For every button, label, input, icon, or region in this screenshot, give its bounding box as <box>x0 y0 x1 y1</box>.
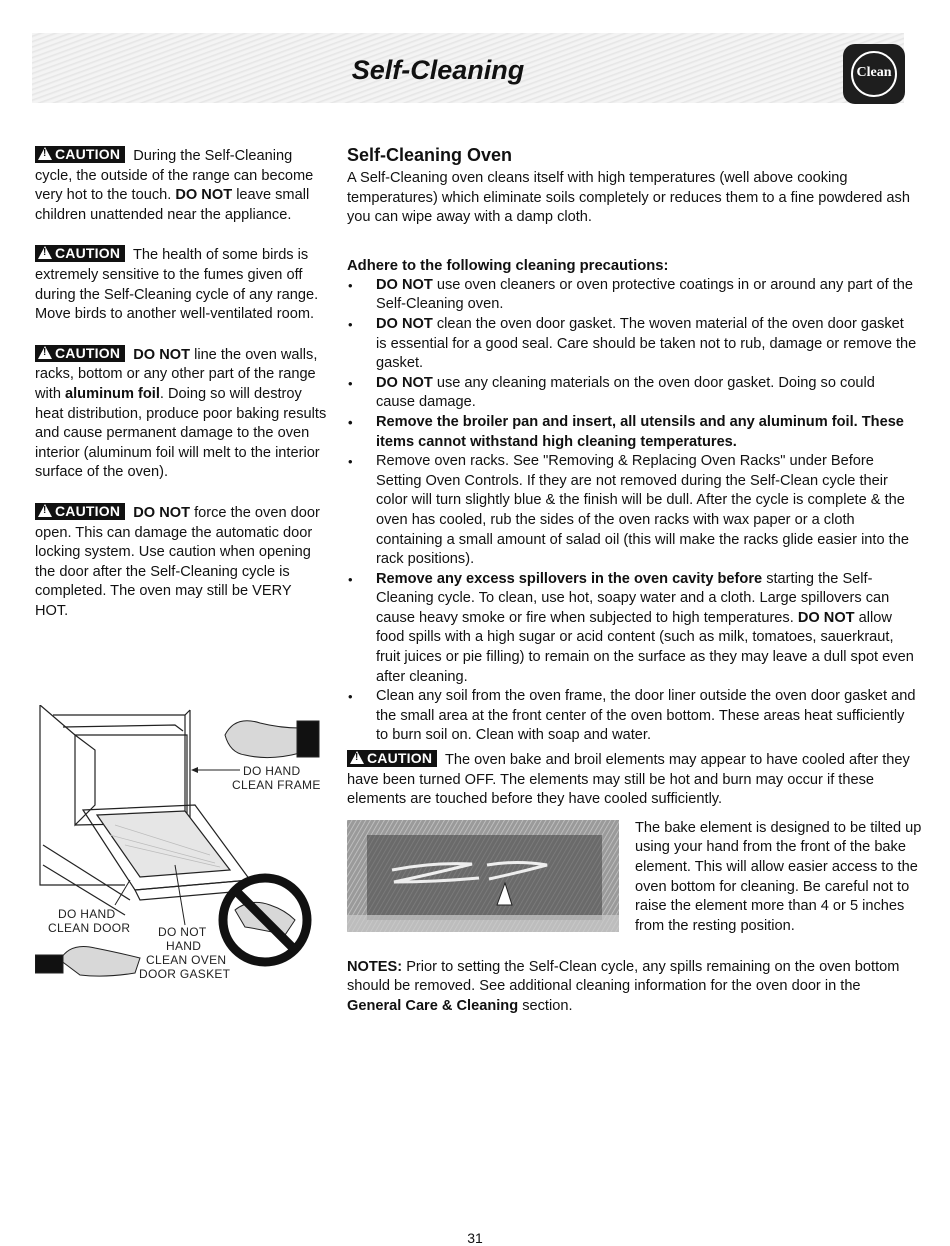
caution-emphasis: DO NOT <box>133 346 191 363</box>
caution-text: The health of some birds is extremely sensitive to the fumes given off during the Self-Cleaning cycle of any range. Move birds to another well-ventilated room. <box>35 247 319 323</box>
hand-icon <box>35 947 140 977</box>
illus-label-frame: DO HAND <box>243 764 301 778</box>
warning-icon: ! <box>38 246 52 259</box>
page-title: Self-Cleaning <box>351 55 525 85</box>
caution-aluminum-foil <box>35 345 328 483</box>
badge-label: Clean <box>856 65 892 80</box>
caution-hot-exterior <box>35 146 328 225</box>
illus-label-door: CLEAN DOOR <box>48 921 131 935</box>
illus-label-gasket: CLEAN OVEN <box>146 953 227 967</box>
caution-emphasis: DO NOT <box>133 504 191 521</box>
caution-label: ! CAUTION <box>35 245 125 262</box>
intro-paragraph: A Self-Cleaning oven cleans itself with high temperatures (well above cooking temperatures) which eliminate soils completely or reduces them to a fine powdered ash you can wipe away with a damp cloth. <box>347 170 910 226</box>
page-number: 31 <box>467 1230 483 1246</box>
caution-label: ! CAUTION <box>35 345 125 362</box>
caution-text: force the oven door open. This can damage the automatic door locking system. Use caution when opening the door after the Self-Cleaning cycle is completed. The oven may still be VERY HOT. <box>35 504 320 619</box>
list-item: • Remove oven racks. See "Removing & Replacing Oven Racks" under Before Setting Oven Controls. If they are not removed during the Self-Clean cycle their color will turn slightly blue & the finish will be dull. After the cycle is complete & the oven has cooled, rub the sides of the oven racks with wax paper or a cloth containing a small amount of salad oil (this will make the racks glide easier into the rack positions). <box>347 452 917 570</box>
caution-door-force <box>35 503 328 622</box>
section-title: Self-Cleaning Oven <box>347 145 513 165</box>
caution-emphasis: DO NOT <box>175 187 233 204</box>
oven-cleaning-illustration <box>35 705 330 990</box>
list-item: • DO NOT clean the oven door gasket. The woven material of the oven door gasket is essential for a good seal. Care should be taken not to rub, damage or remove the gasket. <box>347 315 917 374</box>
bake-element-text: The bake element is designed to be tilted up using your hand from the front of the bake element. This will allow easier access to the oven bottom for cleaning. Be careful not to raise the element more than 4 or 5 inches from the resting position. <box>635 819 922 934</box>
caution-text: During the Self-Cleaning cycle, the outside of the range can become very hot to the touch. <box>35 148 314 204</box>
caution-text: line the oven walls, racks, bottom or any other part of the range with <box>35 346 318 402</box>
bake-element-section <box>347 819 922 958</box>
warning-icon: ! <box>38 147 52 160</box>
caution-text: . Doing so will destroy heat distribution, produce poor baking results and cause permanent damage to the oven interior (aluminum foil will melt to the interior surface of the oven). <box>35 385 327 481</box>
warning-icon: ! <box>38 346 52 359</box>
caution-label: ! CAUTION <box>347 750 437 767</box>
illus-label-gasket: DOOR GASKET <box>139 967 231 981</box>
illus-label-gasket: DO NOT <box>158 925 207 939</box>
warning-icon: ! <box>350 751 364 764</box>
illus-label-gasket: HAND <box>166 939 202 953</box>
caution-elements <box>347 750 917 810</box>
notes-paragraph: NOTES: Prior to setting the Self-Clean cycle, any spills remaining on the oven bottom should be removed. See additional cleaning information for the oven door in the General Care & Cleaning section. <box>347 958 900 1014</box>
caution-birds <box>35 245 328 324</box>
caution-text: leave small children unattended near the appliance. <box>35 187 310 223</box>
illus-label-frame: CLEAN FRAME <box>232 778 321 792</box>
warning-icon: ! <box>38 504 52 517</box>
no-symbol-icon <box>223 878 307 962</box>
caution-label: ! CAUTION <box>35 146 125 163</box>
list-item: • DO NOT use any cleaning materials on the oven door gasket. Doing so could cause damage. <box>347 374 917 413</box>
precautions-heading: Adhere to the following cleaning precautions: <box>347 257 669 274</box>
hand-icon <box>225 721 319 758</box>
caution-text: The oven bake and broil elements may appear to have cooled after they have been turned OFF. The elements may still be hot and burn may occur if these elements are touched before they have cooled sufficiently. <box>347 752 910 808</box>
caution-label: ! CAUTION <box>35 503 125 520</box>
caution-emphasis: aluminum foil <box>65 385 160 402</box>
right-column <box>347 145 922 1017</box>
clean-badge-icon <box>843 44 905 104</box>
left-column <box>35 146 328 641</box>
illus-label-door: DO HAND <box>58 907 116 921</box>
page-header <box>32 33 904 103</box>
list-item: • Remove the broiler pan and insert, all utensils and any aluminum foil. These items cannot withstand high cleaning temperatures. <box>347 413 917 452</box>
list-item: • Clean any soil from the oven frame, the door liner outside the oven door gasket and the small area at the front center of the oven bottom. These areas heat sufficiently to burn soil on. Clean with soap and water. <box>347 687 917 746</box>
list-item: • Remove any excess spillovers in the oven cavity before starting the Self-Cleaning cycle. To clean, use hot, soapy water and a cloth. Large spillovers can cause heavy smoke or fire when subjected to high temperatures. DO NOT allow food spills with a high sugar or acid content (such as milk, tomatoes, sauerkraut, fruit juices or pie filling) to remain on the surface as they may leave a dull spot even after cleaning. <box>347 570 917 688</box>
list-item: • DO NOT use oven cleaners or oven protective coatings in or around any part of the Self-Cleaning oven. <box>347 276 917 315</box>
precautions-list <box>347 276 917 746</box>
bake-element-photo <box>347 820 619 932</box>
